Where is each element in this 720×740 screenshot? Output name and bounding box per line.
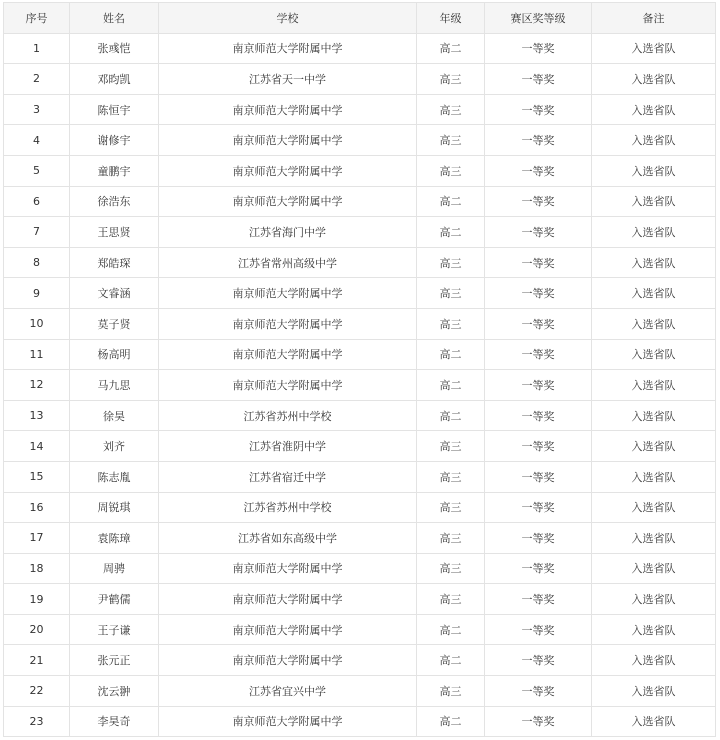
cell-grade: 高二 [417, 614, 485, 645]
table-row [4, 461, 716, 492]
table-row [4, 553, 716, 584]
cell-index: 10 [4, 308, 70, 339]
cell-school: 南京师范大学附属中学 [159, 278, 417, 309]
cell-index: 23 [4, 706, 70, 737]
cell-school: 南京师范大学附属中学 [159, 33, 417, 64]
cell-name: 刘齐 [70, 431, 159, 462]
cell-school: 南京师范大学附属中学 [159, 186, 417, 217]
cell-award: 一等奖 [485, 247, 592, 278]
cell-index: 7 [4, 217, 70, 248]
cell-index: 4 [4, 125, 70, 156]
table-row [4, 339, 716, 370]
table-row [4, 94, 716, 125]
cell-name: 张元正 [70, 645, 159, 676]
cell-index: 1 [4, 33, 70, 64]
cell-remark: 入选省队 [592, 553, 716, 584]
cell-remark: 入选省队 [592, 278, 716, 309]
cell-grade: 高三 [417, 676, 485, 707]
cell-grade: 高二 [417, 186, 485, 217]
cell-grade: 高三 [417, 584, 485, 615]
cell-award: 一等奖 [485, 706, 592, 737]
cell-index: 19 [4, 584, 70, 615]
cell-index: 11 [4, 339, 70, 370]
cell-name: 莫子贤 [70, 308, 159, 339]
cell-school: 江苏省海门中学 [159, 217, 417, 248]
cell-remark: 入选省队 [592, 247, 716, 278]
cell-name: 文睿涵 [70, 278, 159, 309]
cell-remark: 入选省队 [592, 64, 716, 95]
table-row [4, 523, 716, 554]
cell-school: 南京师范大学附属中学 [159, 370, 417, 401]
cell-index: 2 [4, 64, 70, 95]
cell-name: 谢修宇 [70, 125, 159, 156]
cell-award: 一等奖 [485, 217, 592, 248]
table-header [4, 3, 716, 34]
table-row [4, 431, 716, 462]
cell-school: 南京师范大学附属中学 [159, 94, 417, 125]
cell-grade: 高二 [417, 33, 485, 64]
cell-grade: 高三 [417, 94, 485, 125]
table-row [4, 645, 716, 676]
cell-school: 江苏省苏州中学校 [159, 400, 417, 431]
cell-award: 一等奖 [485, 155, 592, 186]
cell-grade: 高三 [417, 125, 485, 156]
cell-name: 马九思 [70, 370, 159, 401]
cell-index: 12 [4, 370, 70, 401]
column-header-name: 姓名 [70, 3, 159, 34]
cell-award: 一等奖 [485, 370, 592, 401]
cell-grade: 高三 [417, 431, 485, 462]
cell-name: 沈云翀 [70, 676, 159, 707]
cell-award: 一等奖 [485, 553, 592, 584]
cell-index: 17 [4, 523, 70, 554]
cell-index: 3 [4, 94, 70, 125]
table-row [4, 614, 716, 645]
cell-remark: 入选省队 [592, 523, 716, 554]
cell-index: 15 [4, 461, 70, 492]
cell-award: 一等奖 [485, 400, 592, 431]
cell-award: 一等奖 [485, 614, 592, 645]
cell-name: 王子谦 [70, 614, 159, 645]
cell-index: 5 [4, 155, 70, 186]
cell-grade: 高二 [417, 339, 485, 370]
cell-award: 一等奖 [485, 64, 592, 95]
cell-school: 江苏省常州高级中学 [159, 247, 417, 278]
cell-index: 21 [4, 645, 70, 676]
table-row [4, 247, 716, 278]
cell-grade: 高三 [417, 492, 485, 523]
cell-grade: 高二 [417, 370, 485, 401]
cell-remark: 入选省队 [592, 339, 716, 370]
cell-grade: 高二 [417, 217, 485, 248]
table-row [4, 492, 716, 523]
cell-name: 李昊奇 [70, 706, 159, 737]
table-body [4, 33, 716, 737]
cell-school: 南京师范大学附属中学 [159, 339, 417, 370]
results-table [3, 2, 716, 737]
cell-name: 徐浩东 [70, 186, 159, 217]
cell-award: 一等奖 [485, 94, 592, 125]
table-row [4, 33, 716, 64]
cell-index: 9 [4, 278, 70, 309]
cell-name: 尹鹤儒 [70, 584, 159, 615]
cell-remark: 入选省队 [592, 400, 716, 431]
cell-grade: 高三 [417, 247, 485, 278]
table-row [4, 64, 716, 95]
cell-name: 徐昊 [70, 400, 159, 431]
cell-name: 郑皓琛 [70, 247, 159, 278]
cell-school: 南京师范大学附属中学 [159, 155, 417, 186]
cell-name: 陈志胤 [70, 461, 159, 492]
cell-remark: 入选省队 [592, 676, 716, 707]
cell-school: 南京师范大学附属中学 [159, 125, 417, 156]
cell-award: 一等奖 [485, 125, 592, 156]
cell-award: 一等奖 [485, 676, 592, 707]
column-header-index: 序号 [4, 3, 70, 34]
cell-remark: 入选省队 [592, 94, 716, 125]
cell-remark: 入选省队 [592, 125, 716, 156]
table-row [4, 278, 716, 309]
cell-grade: 高三 [417, 308, 485, 339]
cell-index: 22 [4, 676, 70, 707]
table-row [4, 676, 716, 707]
column-header-grade: 年级 [417, 3, 485, 34]
cell-grade: 高二 [417, 706, 485, 737]
column-header-award: 赛区奖等级 [485, 3, 592, 34]
cell-grade: 高三 [417, 523, 485, 554]
cell-remark: 入选省队 [592, 492, 716, 523]
cell-award: 一等奖 [485, 492, 592, 523]
table-row [4, 217, 716, 248]
cell-remark: 入选省队 [592, 431, 716, 462]
cell-index: 20 [4, 614, 70, 645]
column-header-remark: 备注 [592, 3, 716, 34]
cell-index: 18 [4, 553, 70, 584]
cell-name: 杨高明 [70, 339, 159, 370]
cell-school: 江苏省天一中学 [159, 64, 417, 95]
cell-school: 江苏省苏州中学校 [159, 492, 417, 523]
cell-name: 陈恒宇 [70, 94, 159, 125]
cell-award: 一等奖 [485, 33, 592, 64]
cell-school: 南京师范大学附属中学 [159, 645, 417, 676]
cell-grade: 高三 [417, 553, 485, 584]
cell-award: 一等奖 [485, 461, 592, 492]
cell-school: 南京师范大学附属中学 [159, 614, 417, 645]
cell-index: 14 [4, 431, 70, 462]
cell-remark: 入选省队 [592, 584, 716, 615]
cell-grade: 高三 [417, 64, 485, 95]
cell-remark: 入选省队 [592, 308, 716, 339]
cell-remark: 入选省队 [592, 706, 716, 737]
cell-index: 6 [4, 186, 70, 217]
table-row [4, 584, 716, 615]
cell-award: 一等奖 [485, 584, 592, 615]
cell-school: 南京师范大学附属中学 [159, 706, 417, 737]
table-row [4, 706, 716, 737]
cell-grade: 高二 [417, 400, 485, 431]
cell-award: 一等奖 [485, 645, 592, 676]
cell-award: 一等奖 [485, 523, 592, 554]
cell-name: 王思贤 [70, 217, 159, 248]
table-row [4, 125, 716, 156]
header-row [4, 3, 716, 34]
cell-name: 张彧恺 [70, 33, 159, 64]
cell-award: 一等奖 [485, 278, 592, 309]
cell-name: 袁陈璋 [70, 523, 159, 554]
cell-remark: 入选省队 [592, 645, 716, 676]
column-header-school: 学校 [159, 3, 417, 34]
cell-school: 江苏省宜兴中学 [159, 676, 417, 707]
cell-award: 一等奖 [485, 186, 592, 217]
cell-school: 江苏省如东高级中学 [159, 523, 417, 554]
cell-name: 周锐琪 [70, 492, 159, 523]
cell-remark: 入选省队 [592, 155, 716, 186]
cell-grade: 高三 [417, 461, 485, 492]
table-row [4, 155, 716, 186]
table-row [4, 308, 716, 339]
cell-grade: 高三 [417, 278, 485, 309]
cell-name: 童鹏宇 [70, 155, 159, 186]
cell-name: 邓昀凯 [70, 64, 159, 95]
cell-school: 江苏省宿迁中学 [159, 461, 417, 492]
cell-remark: 入选省队 [592, 461, 716, 492]
cell-remark: 入选省队 [592, 33, 716, 64]
cell-grade: 高二 [417, 645, 485, 676]
cell-index: 16 [4, 492, 70, 523]
cell-remark: 入选省队 [592, 217, 716, 248]
table-row [4, 186, 716, 217]
cell-school: 南京师范大学附属中学 [159, 308, 417, 339]
cell-remark: 入选省队 [592, 614, 716, 645]
cell-award: 一等奖 [485, 431, 592, 462]
cell-name: 周骋 [70, 553, 159, 584]
cell-school: 南京师范大学附属中学 [159, 553, 417, 584]
cell-index: 8 [4, 247, 70, 278]
cell-remark: 入选省队 [592, 370, 716, 401]
cell-school: 江苏省淮阴中学 [159, 431, 417, 462]
cell-index: 13 [4, 400, 70, 431]
cell-school: 南京师范大学附属中学 [159, 584, 417, 615]
cell-grade: 高三 [417, 155, 485, 186]
cell-award: 一等奖 [485, 339, 592, 370]
table-row [4, 400, 716, 431]
cell-award: 一等奖 [485, 308, 592, 339]
cell-remark: 入选省队 [592, 186, 716, 217]
table-row [4, 370, 716, 401]
